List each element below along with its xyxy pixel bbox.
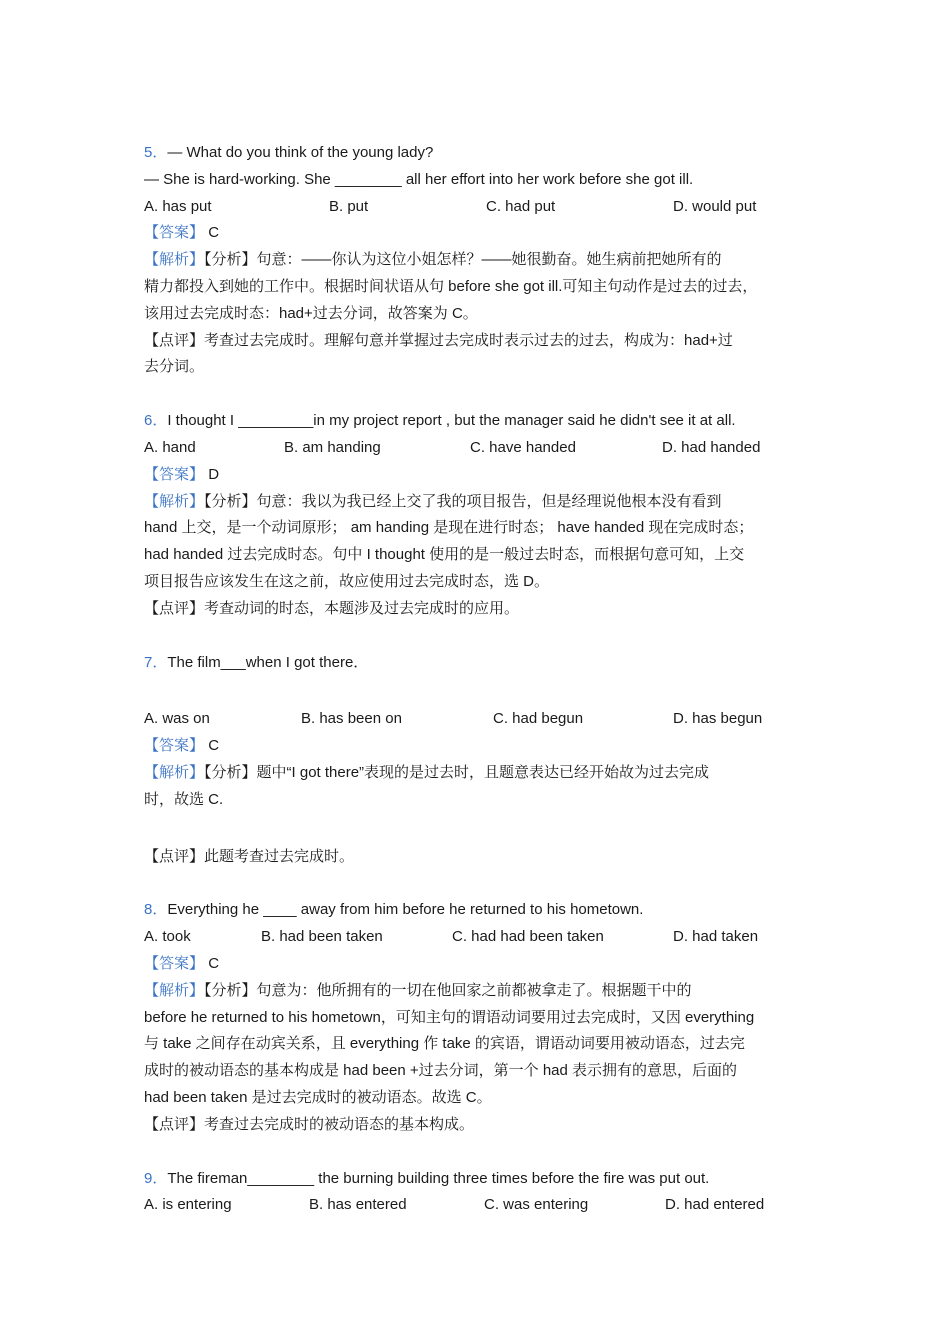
question-number: 8． — [144, 901, 168, 919]
options-row — [144, 194, 824, 221]
option-b: B. am handing — [284, 438, 381, 456]
analysis-tag: 【解析】 — [144, 492, 205, 510]
analysis-line — [144, 489, 824, 516]
stem-line: — What do you think of the young lady? — [167, 144, 434, 161]
analysis-text: before he returned to his hometown，可知主句的谓语动词要用过去完成时，又因 everything — [144, 1008, 755, 1026]
analysis-line — [144, 247, 824, 274]
answer-line — [144, 951, 824, 978]
analysis-line — [144, 978, 824, 1005]
analysis-text: 【分析】句意：——你认为这位小姐怎样？——她很勤奋。她生病前把她所有的 — [204, 251, 722, 269]
option-b: B. had been taken — [261, 928, 383, 946]
document-page — [144, 140, 824, 1219]
option-b: B. put — [329, 197, 369, 215]
option-a: A. is entering — [144, 1196, 232, 1214]
analysis-text: 【分析】句意：我以为我已经上交了我的项目报告，但是经理说他根本没有看到 — [204, 492, 722, 510]
option-d: D. had entered — [665, 1196, 765, 1214]
question-7 — [144, 650, 824, 871]
stem-line: — She is hard-working. She ________ all her effort into her work before she got ill. — [144, 170, 694, 188]
question-stem — [144, 140, 824, 167]
option-b: B. has been on — [301, 710, 402, 728]
stem-line: I thought I _________in my project report , but the manager said he didn't see it at all. — [167, 412, 736, 430]
analysis-text: 项目报告应该发生在这之前，故应使用过去完成时态，选 D。 — [144, 572, 550, 590]
answer-value: C — [208, 224, 220, 242]
option-c: C. had put — [486, 197, 556, 215]
spacer — [144, 381, 824, 408]
options-row — [144, 435, 824, 462]
answer-tag: 【答案】 — [144, 737, 205, 755]
option-c: C. was entering — [484, 1196, 589, 1214]
analysis-text: 成时的被动语态的基本构成是 had been +过去分词，第一个 had 表示拥有的意思，后面的 — [144, 1062, 738, 1080]
answer-tag: 【答案】 — [144, 465, 205, 483]
spacer — [144, 814, 824, 844]
analysis-text: had handed 过去完成时态。句中 I thought 使用的是一般过去时态，而根据句意可知，上交 — [144, 546, 745, 564]
question-8 — [144, 897, 824, 1138]
analysis-tag: 【解析】 — [144, 251, 205, 269]
comment-text: 【点评】考查过去完成时的被动语态的基本构成。 — [144, 1115, 475, 1133]
option-d: D. had handed — [662, 438, 761, 456]
spacer — [144, 623, 824, 650]
spacer — [144, 676, 824, 706]
analysis-text: 【分析】句意为：他所拥有的一切在他回家之前都被拿走了。根据题干中的 — [204, 981, 692, 999]
analysis-text: 精力都投入到她的工作中。根据时间状语从句 before she got ill.可知主句动作是过去的过去， — [144, 277, 758, 295]
analysis-text: 与 take 之间存在动宾关系，且 everything 作 take 的宾语，谓语动词要用被动语态，过去完 — [144, 1035, 745, 1053]
option-a: A. has put — [144, 197, 212, 215]
stem-line: The film___when I got there． — [167, 653, 369, 671]
analysis-line — [144, 760, 824, 787]
analysis-tag: 【解析】 — [144, 981, 205, 999]
question-6 — [144, 408, 824, 622]
question-number: 7． — [144, 653, 168, 671]
answer-tag: 【答案】 — [144, 224, 205, 242]
answer-line — [144, 733, 824, 760]
question-stem — [144, 1166, 824, 1193]
option-d: D. would put — [673, 197, 757, 215]
question-number: 5． — [144, 144, 168, 161]
option-a: A. was on — [144, 710, 210, 728]
question-number: 6． — [144, 412, 168, 430]
answer-value: C — [208, 954, 220, 972]
options-row — [144, 706, 824, 733]
option-c: C. have handed — [470, 438, 576, 456]
analysis-text: 【分析】题中“I got there”表现的是过去时，且题意表达已经开始故为过去完成 — [204, 763, 710, 781]
spacer — [144, 1139, 824, 1166]
option-b: B. has entered — [309, 1196, 407, 1214]
question-9 — [144, 1166, 824, 1220]
option-a: A. hand — [144, 438, 196, 456]
analysis-text: 该用过去完成时态：had+过去分词，故答案为 C。 — [144, 304, 478, 322]
stem-line: Everything he ____ away from him before he returned to his hometown. — [167, 901, 644, 919]
option-d: D. had taken — [673, 928, 759, 946]
question-5 — [144, 140, 824, 381]
question-stem — [144, 650, 824, 677]
comment-text: 【点评】考查过去完成时。理解句意并掌握过去完成时表示过去的过去，构成为：had+过 — [144, 331, 733, 349]
option-c: C. had begun — [493, 710, 584, 728]
option-d: D. has begun — [673, 710, 763, 728]
answer-line — [144, 220, 824, 247]
question-stem — [144, 897, 824, 924]
answer-value: D — [208, 465, 220, 483]
analysis-text: hand 上交，是一个动词原形； am handing 是现在进行时态； have handed 现在完成时态； — [144, 519, 754, 537]
analysis-text: 时，故选 C. — [144, 790, 224, 808]
comment-text: 去分词。 — [144, 358, 205, 376]
question-stem — [144, 408, 824, 435]
analysis-tag: 【解析】 — [144, 763, 205, 781]
question-number: 9． — [144, 1169, 168, 1187]
analysis-text: had been taken 是过去完成时的被动语态。故选 C。 — [144, 1088, 492, 1106]
option-c: C. had had been taken — [452, 928, 604, 946]
stem-line: The fireman________ the burning building three times before the fire was put out. — [167, 1169, 710, 1187]
spacer — [144, 870, 824, 897]
answer-line — [144, 462, 824, 489]
answer-tag: 【答案】 — [144, 954, 205, 972]
options-row — [144, 924, 824, 951]
options-row — [144, 1192, 824, 1219]
answer-value: C — [208, 737, 220, 755]
comment-text: 【点评】此题考查过去完成时。 — [144, 847, 355, 865]
option-a: A. took — [144, 928, 191, 946]
comment-text: 【点评】考查动词的时态，本题涉及过去完成时的应用。 — [144, 599, 520, 617]
